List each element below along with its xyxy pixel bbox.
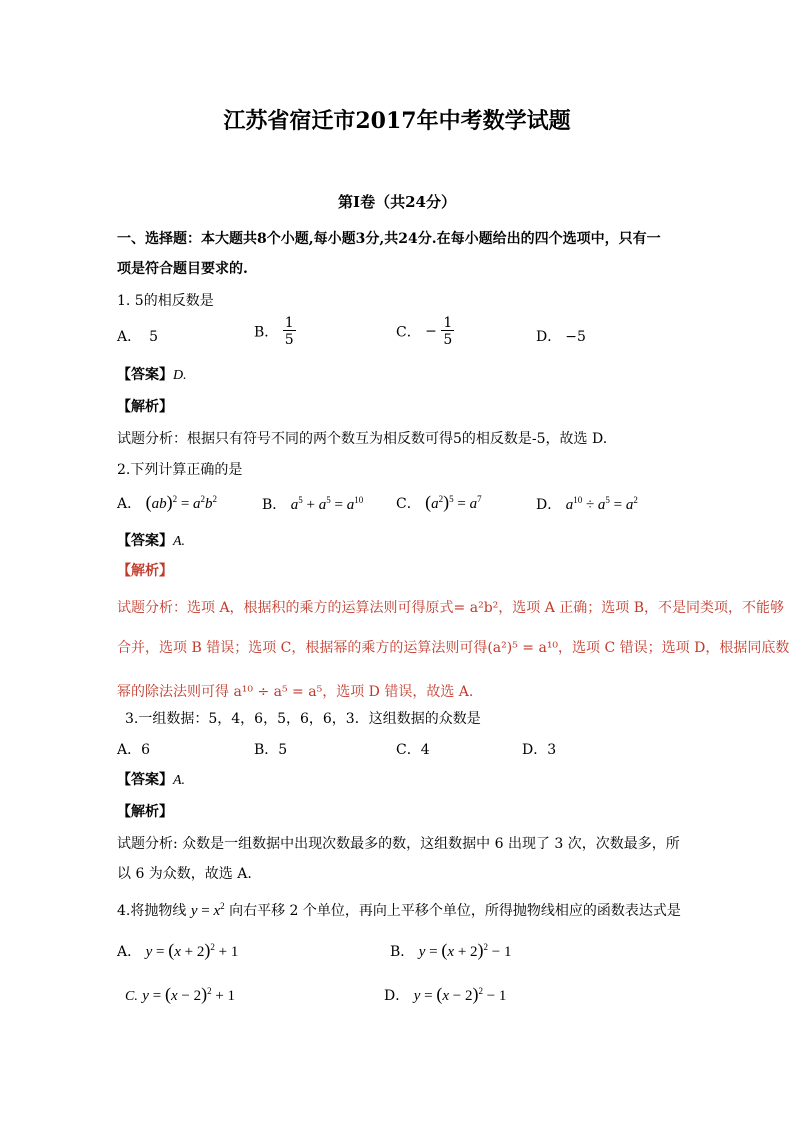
- q2-answer: 【答案】A.: [117, 533, 186, 549]
- section-title: 第Ⅰ卷（共24分）: [338, 193, 456, 211]
- q4-stem: 4.将抛物线 $y = x^2$ 向右平移 2 个单位，再向上平移个单位，所得抛物线相应的函数表达式是: [117, 901, 681, 919]
- q2-option-d: D． $a^{10} \div a^5 = a^2$: [536, 495, 638, 513]
- q1-option-d: D． −5: [536, 329, 586, 345]
- q3-option-b: B．5: [254, 742, 288, 758]
- q2-analysis-line-1: 试题分析：选项 A，根据积的乘方的运算法则可得原式= a²b²，选项 A 正确；选项 B，不是同类项，不能够: [117, 600, 785, 616]
- fraction: $\frac{1}{5}$: [443, 315, 453, 348]
- instructions-line-1: 一、选择题：本大题共8个小题,每小题3分,共24分.在每小题给出的四个选项中，只有一: [117, 231, 661, 247]
- q3-answer: 【答案】A.: [117, 772, 186, 788]
- q4-option-d: D． $y = (x - 2)^2 - 1$: [384, 984, 507, 1004]
- q2-stem: 2.下列计算正确的是: [117, 462, 243, 478]
- q1-option-c: C． − $\frac{1}{5}$: [396, 315, 453, 348]
- q3-analysis-line-1: 试题分析: 众数是一组数据中出现次数最多的数，这组数据中 6 出现了 3 次，次数最多，所: [117, 836, 680, 852]
- q1-option-a: A． 5: [117, 329, 159, 345]
- page-title: 江苏省宿迁市2017年中考数学试题: [223, 108, 571, 134]
- fraction: $\frac{1}{5}$: [284, 315, 294, 348]
- q3-option-d: D．3: [522, 742, 557, 758]
- q3-option-a: A．6: [117, 742, 151, 758]
- q3-stem: 3.一组数据：5，4，6，5，6，6，3．这组数据的众数是: [125, 711, 481, 727]
- q1-analysis-label: 【解析】: [117, 399, 173, 415]
- q3-option-c: C．4: [396, 742, 430, 758]
- q2-option-b: B． $a^5 + a^5 = a^{10}$: [262, 495, 364, 513]
- q4-option-c: C. $y = (x - 2)^2 + 1$: [125, 984, 236, 1004]
- q2-analysis-line-3: 幂的除法法则可得 a¹⁰ ÷ a⁵ = a⁵，选项 D 错误，故选 A.: [117, 684, 474, 700]
- q2-option-c: C． $(a^2)^5 = a^7$: [396, 492, 482, 512]
- q1-analysis: 试题分析：根据只有符号不同的两个数互为相反数可得5的相反数是-5，故选 D.: [117, 431, 608, 447]
- q3-analysis-line-2: 以 6 为众数，故选 A.: [117, 866, 252, 882]
- q1-option-b: B． $\frac{1}{5}$: [254, 315, 294, 348]
- q1-stem: 1. 5的相反数是: [117, 293, 214, 309]
- q3-analysis-label: 【解析】: [117, 804, 173, 820]
- q2-option-a: A． $(ab)^2 = a^2b^2$: [117, 492, 218, 512]
- q4-option-a: A． $y = (x + 2)^2 + 1$: [117, 940, 239, 960]
- instructions-line-2: 项是符合题目要求的.: [117, 261, 248, 277]
- q2-analysis-label: 【解析】: [117, 563, 173, 579]
- q2-analysis-line-2: 合并，选项 B 错误；选项 C，根据幂的乘方的运算法则可得(a²)⁵ = a¹⁰，选项 C 错误；选项 D，根据同底数: [117, 640, 790, 656]
- q1-answer: 【答案】D.: [117, 367, 187, 383]
- q4-option-b: B． $y = (x + 2)^2 - 1$: [390, 940, 512, 960]
